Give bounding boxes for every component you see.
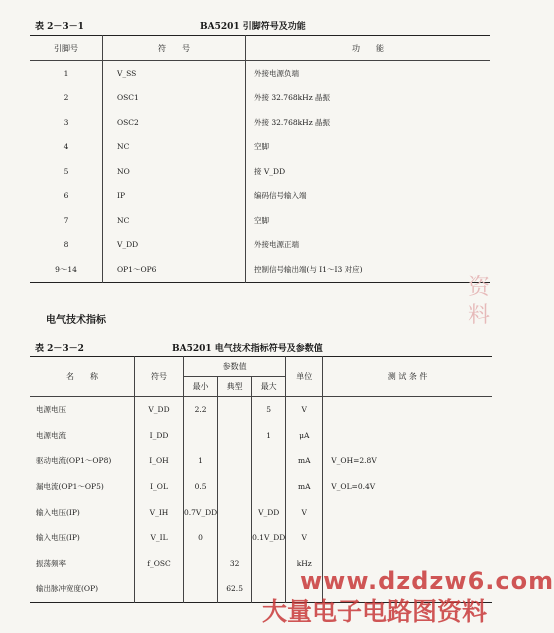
test-condition: V_OH=2.8V (331, 456, 377, 466)
param-unit: kHz (286, 551, 323, 577)
pin-symbol: NC (103, 135, 246, 160)
table-row (30, 499, 492, 525)
pin-function: 外接 32.768kHz 晶振 (254, 93, 331, 103)
param-symbol: f_OSC (135, 551, 184, 577)
max-header: 最大 (252, 377, 286, 397)
pin-symbol: NO (103, 159, 246, 184)
table-row (30, 397, 492, 423)
conditions-header: 测 试 条 件 (323, 357, 492, 397)
pin-function: 空脚 (254, 215, 269, 225)
test-condition: V_OL=0.4V (331, 482, 376, 492)
param-typ (218, 499, 252, 525)
pin-number: 6 (30, 184, 103, 209)
table-row (30, 525, 492, 551)
param-unit: mA (286, 448, 323, 474)
param-symbol: V_IH (135, 499, 184, 525)
param-max (252, 448, 286, 474)
table-row (30, 159, 490, 184)
test-condition (323, 525, 492, 551)
param-name: 振荡频率 (30, 551, 135, 577)
param-name: 驱动电流(OP1～OP8) (30, 448, 135, 474)
param-unit: μA (286, 423, 323, 449)
test-condition (323, 397, 492, 423)
pin-symbol: IP (103, 184, 246, 209)
param-min (184, 551, 218, 577)
param-name: 输出脉冲宽度(OP) (30, 576, 135, 602)
pin-number: 7 (30, 208, 103, 233)
pin-function: 外接 32.768kHz 晶振 (254, 117, 331, 127)
param-max: 5 (252, 397, 286, 423)
param-symbol: I_OH (135, 448, 184, 474)
param-name: 电源电流 (30, 423, 135, 449)
pin-function: 空脚 (254, 142, 269, 152)
param-typ (218, 397, 252, 423)
table-header-row (30, 36, 490, 61)
pin-symbol: NC (103, 208, 246, 233)
table-row (30, 448, 492, 474)
pin-symbol: OSC2 (103, 110, 246, 135)
table1-title: BA5201 引脚符号及功能 (200, 22, 306, 32)
symbol-header: 符 号 (103, 36, 246, 61)
unit-header: 单位 (286, 357, 323, 397)
table-row (30, 135, 490, 160)
pin-header: 引脚号 (30, 36, 103, 61)
pin-function: 控制信号输出端(与 I1～I3 对应) (254, 264, 363, 274)
pin-number: 8 (30, 233, 103, 258)
electrical-spec-table (30, 356, 492, 603)
pin-number: 1 (30, 61, 103, 86)
table-row (30, 233, 490, 258)
pin-function: 外接电源负端 (254, 68, 299, 78)
table-row (30, 208, 490, 233)
param-max (252, 474, 286, 500)
param-symbol: V_IL (135, 525, 184, 551)
pin-number: 4 (30, 135, 103, 160)
param-typ: 62.5 (218, 576, 252, 602)
pin-function: 外接电源正端 (254, 240, 299, 250)
table-row (30, 474, 492, 500)
param-name: 电源电压 (30, 397, 135, 423)
param-min (184, 423, 218, 449)
table-row (30, 423, 492, 449)
param-symbol (135, 576, 184, 602)
param-unit: mA (286, 474, 323, 500)
param-max: 1 (252, 423, 286, 449)
param-typ (218, 525, 252, 551)
table-row (30, 110, 490, 135)
min-header: 最小 (184, 377, 218, 397)
pin-function: 接 V_DD (254, 166, 286, 176)
watermark-site: 大量电子电路图资料 (262, 597, 488, 626)
param-name: 输入电压(IP) (30, 499, 135, 525)
param-max (252, 551, 286, 577)
table1-number: 表 2－3－1 (35, 22, 84, 32)
table-row (30, 257, 490, 282)
watermark-side: 资料 (468, 275, 491, 328)
table2-title: BA5201 电气技术指标符号及参数值 (172, 344, 323, 354)
param-min (184, 576, 218, 602)
table-row (30, 184, 490, 209)
test-condition (323, 423, 492, 449)
param-max: 0.1V_DD (252, 525, 286, 551)
pin-symbol: OP1～OP6 (103, 257, 246, 282)
param-name: 漏电流(OP1～OP5) (30, 474, 135, 500)
table-header-row (30, 357, 492, 377)
test-condition (323, 499, 492, 525)
param-min: 2.2 (184, 397, 218, 423)
param-unit: V (286, 499, 323, 525)
param-typ (218, 474, 252, 500)
param-name: 输入电压(IP) (30, 525, 135, 551)
param-min: 0.5 (184, 474, 218, 500)
param-min: 0 (184, 525, 218, 551)
param-max: V_DD (252, 499, 286, 525)
pin-number: 9～14 (30, 257, 103, 282)
pin-number: 3 (30, 110, 103, 135)
param-typ: 32 (218, 551, 252, 577)
section-heading: 电气技术指标 (46, 315, 106, 326)
param-typ (218, 448, 252, 474)
function-header: 功 能 (246, 36, 491, 61)
table2-number: 表 2－3－2 (35, 344, 84, 354)
param-symbol: I_OL (135, 474, 184, 500)
pin-symbol: V_DD (103, 233, 246, 258)
pin-function: 编码信号输入端 (254, 191, 307, 201)
params-header: 参数值 (184, 357, 286, 377)
param-min: 0.7V_DD (184, 499, 218, 525)
param-unit: V (286, 525, 323, 551)
pin-number: 5 (30, 159, 103, 184)
param-typ (218, 423, 252, 449)
table-row (30, 86, 490, 111)
pin-function-table (30, 35, 490, 283)
param-min: 1 (184, 448, 218, 474)
symbol-header: 符号 (135, 357, 184, 397)
pin-symbol: V_SS (103, 61, 246, 86)
pin-symbol: OSC1 (103, 86, 246, 111)
table-row (30, 61, 490, 86)
param-symbol: V_DD (135, 397, 184, 423)
param-unit: V (286, 397, 323, 423)
name-header: 名 称 (30, 357, 135, 397)
param-symbol: I_DD (135, 423, 184, 449)
typ-header: 典型 (218, 377, 252, 397)
pin-number: 2 (30, 86, 103, 111)
watermark-url: www.dzdzw6.com (300, 567, 554, 595)
